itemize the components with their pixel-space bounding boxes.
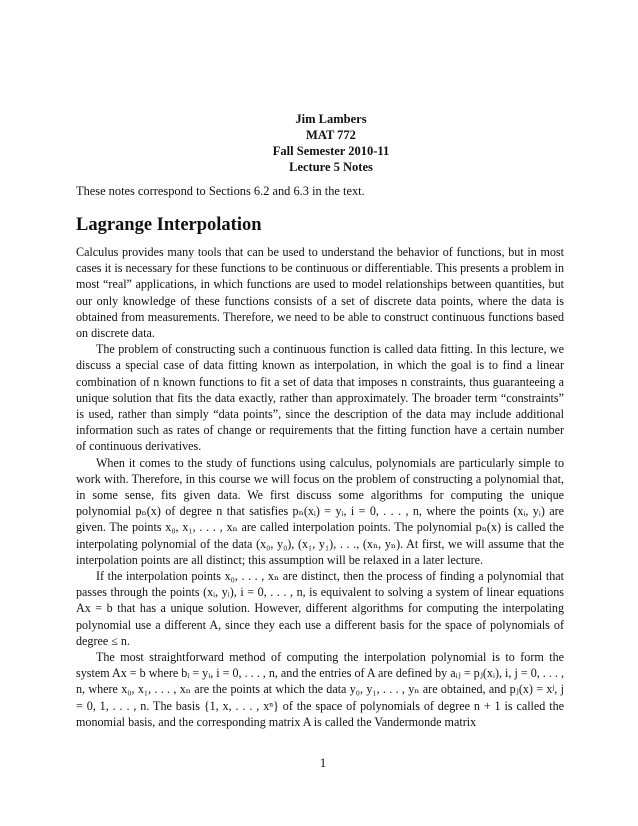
document-header — [0, 111, 638, 175]
page-number: 1 — [319, 756, 327, 770]
paragraph: When it comes to the study of functions using calculus, polynomials are particularly simple to work with. Therefore, in this course we will focus on the problem of constructing a polynomial that, in some sense, fits given data. We first discuss some algorithms for computing the unique polynomial pₙ(x) of degree n that satisfies pₙ(xᵢ) = yᵢ, i = 0, . . . , n, where the points (xᵢ, yᵢ) are given. The points x₀, x₁, . . . , xₙ are called interpolation points. The polynomial pₙ(x) is called the interpolating polynomial of the data (x₀, y₀), (x₁, y₁), . . ., (xₙ, yₙ). At first, we will assume that the interpolation points are all distinct; this assumption will be relaxed in a later lecture. — [76, 455, 564, 567]
lecture-title: Lecture 5 Notes — [289, 160, 373, 174]
section-title: Lagrange Interpolation — [76, 215, 262, 235]
paragraph: If the interpolation points x₀, . . . , xₙ are distinct, then the process of finding a polynomial that passes through the points (xᵢ, yᵢ), i = 0, . . . , n, is equivalent to solving a system of linear equations Ax = b that has a unique solution. However, different algorithms for computing the interpolating polynomial use a different A, since they each use a different basis for the space of polynomials of degree ≤ n. — [76, 569, 564, 648]
paragraph: Calculus provides many tools that can be used to understand the behavior of functions, but in most cases it is necessary for these functions to be continuous or differentiable. This presents a problem in most “real” applications, in which functions are used to model relationships between quantities, but our only knowledge of these functions consists of a set of discrete data points, where the data is obtained from measurements. Therefore, we need to be able to construct continuous functions based on discrete data. — [76, 245, 564, 341]
intro-note: These notes correspond to Sections 6.2 and 6.3 in the text. — [76, 184, 365, 198]
author-name: Jim Lambers — [295, 112, 367, 126]
paragraph: The problem of constructing such a continuous function is called data fitting. In this lecture, we discuss a special case of data fitting known as interpolation, in which the goal is to find a linear combination of n known functions to fit a set of data that imposes n constraints, thus guaranteeing a unique solution that fits the data exactly, rather than approximately. The broader term “constraints” is used, rather than simply “data points”, since the description of the data may include additional information such as rates of change or requirements that the fitting function have a certain number of continuous derivatives. — [76, 342, 564, 454]
paragraph: The most straightforward method of computing the interpolation polynomial is to form the system Ax = b where bᵢ = yᵢ, i = 0, . . . , n, and the entries of A are defined by aᵢⱼ = pⱼ(xᵢ), i, j = 0, . . . , n, where x₀, x₁, . . . , xₙ are the points at which the data y₀, y₁, . . . , yₙ are obtained, and pⱼ(x) = xʲ, j = 0, 1, . . . , n. The basis {1, x, . . . , xⁿ} of the space of polynomials of degree n + 1 is called the monomial basis, and the corresponding matrix A is called the Vandermonde matrix — [76, 650, 564, 729]
semester: Fall Semester 2010-11 — [272, 144, 390, 158]
course-code: MAT 772 — [306, 128, 356, 142]
section-body — [76, 244, 564, 730]
